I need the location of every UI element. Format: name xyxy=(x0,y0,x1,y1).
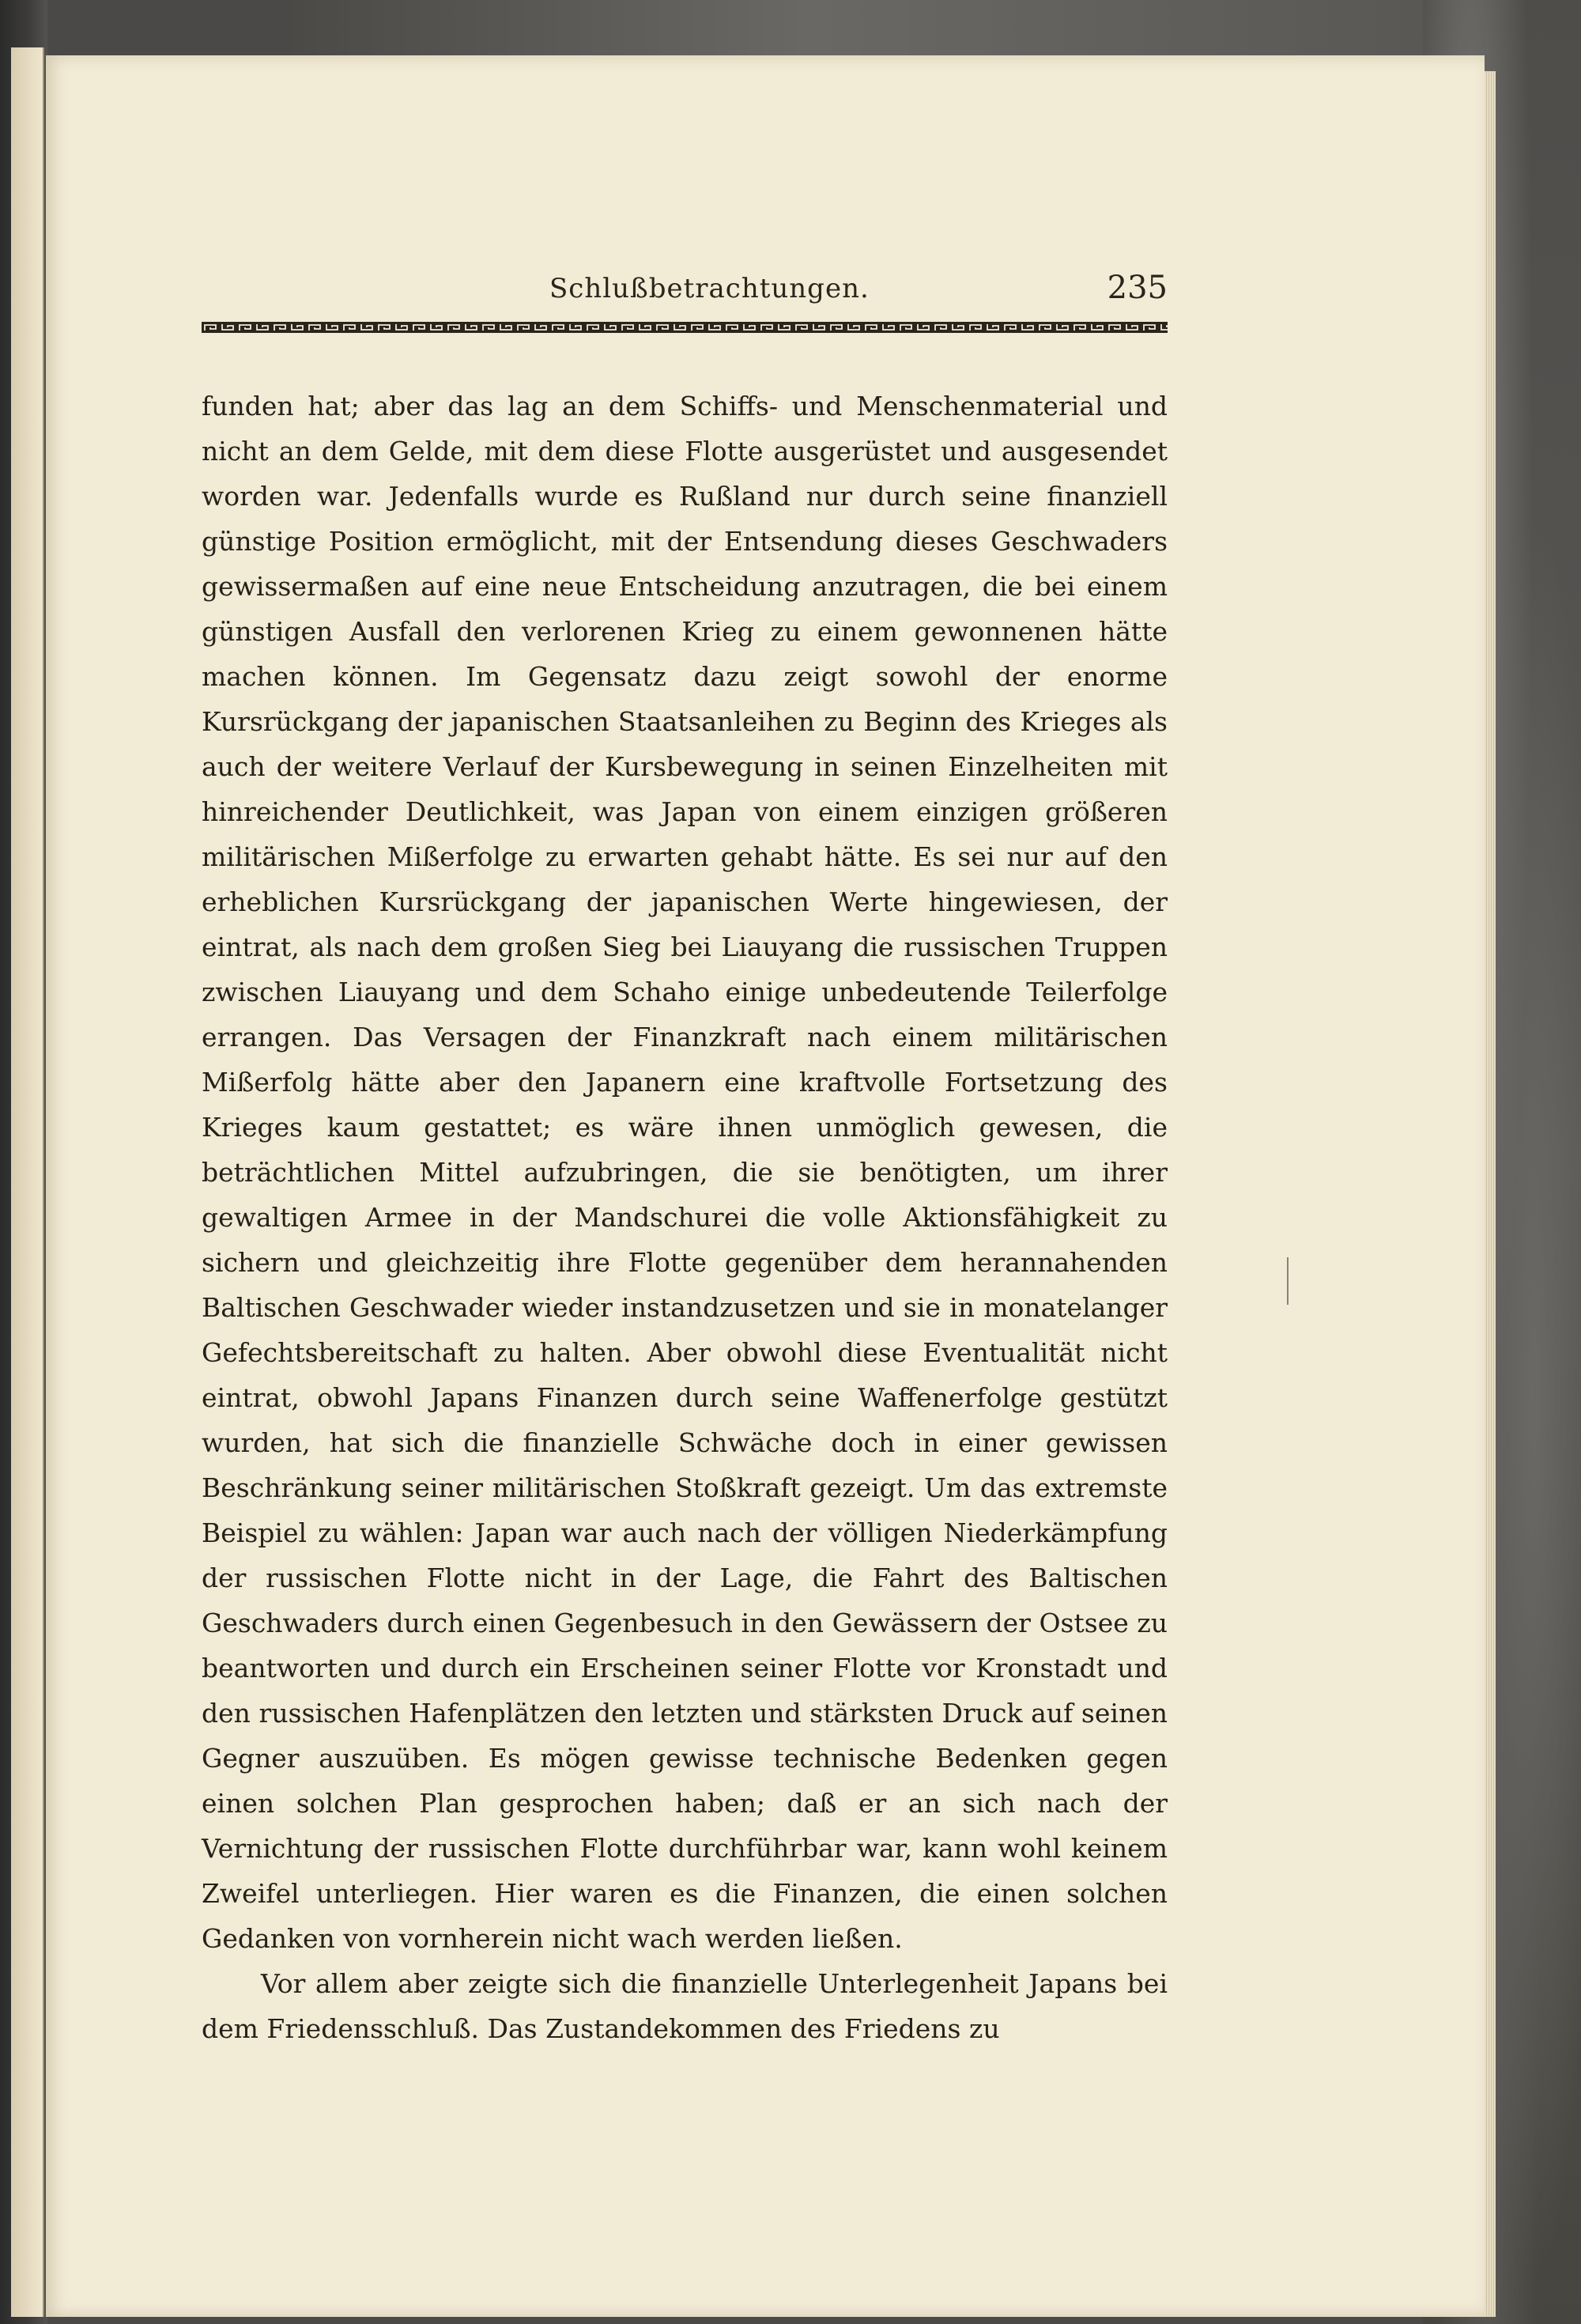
margin-pencil-mark xyxy=(1287,1257,1289,1305)
body-text xyxy=(202,384,1168,2051)
page-number: 235 xyxy=(1107,270,1168,306)
marbled-board-top xyxy=(292,0,1581,63)
page-stack-edges xyxy=(1485,71,1496,2317)
running-head: Schlußbetrachtungen. xyxy=(549,273,870,304)
previous-page-edge xyxy=(11,47,44,2317)
ornamental-rule xyxy=(202,322,1168,333)
paragraph: Vor allem aber zeigte sich die finanzielle Unterlegenheit Japans bei dem Friedensschluß. Das Zustandekommen des Friedens zu xyxy=(202,1968,1168,2044)
paragraph: funden hat; aber das lag an dem Schiffs- und Menschenmaterial und nicht an dem Gelde, mit dem diese Flotte ausgerüstet und ausgesendet worden war. Jedenfalls wurde es Rußland nur durch seine finanziell günstige Position ermöglicht, mit der Entsendung dieses Geschwaders gewissermaßen auf eine neue Entscheidung anzutragen, die bei einem günstigen Ausfall den verlorenen Krieg zu einem gewonnenen hätte machen können. Im Gegensatz dazu zeigt sowohl der enorme Kursrückgang der japanischen Staatsanleihen zu Beginn des Krieges als auch der weitere Verlauf der Kursbewegung in seinen Einzelheiten mit hinreichender Deutlichkeit, was Japan von einem einzigen größeren militärischen Mißerfolge zu erwarten gehabt hätte. Es sei nur auf den erheblichen Kursrückgang der japanischen Werte hingewiesen, der eintrat, als nach dem großen Sieg bei Liauyang die russischen Truppen zwischen Liauyang und dem Schaho einige unbedeutende Teilerfolge errangen. Das Versagen der Finanzkraft nach einem militärischen Mißerfolg hätte aber den Japanern eine kraftvolle Fortsetzung des Krieges kaum gestattet; es wäre ihnen unmöglich gewesen, die beträchtlichen Mittel aufzubringen, die sie benötigten, um ihrer gewaltigen Armee in der Mandschurei die volle Aktionsfähigkeit zu sichern und gleichzeitig ihre Flotte gegenüber dem herannahenden Baltischen Geschwader wieder instandzusetzen und sie in monatelanger Gefechtsbereitschaft zu halten. Aber obwohl diese Eventualität nicht eintrat, obwohl Japans Finanzen durch seine Waffenerfolge gestützt wurden, hat sich die finanzielle Schwäche doch in einer gewissen Beschränkung seiner militärischen Stoßkraft gezeigt. Um das extremste Beispiel zu wählen: Japan war auch nach der völligen Niederkämpfung der russischen Flotte nicht in der Lage, die Fahrt des Baltischen Geschwaders durch einen Gegenbesuch in den Gewässern der Ostsee zu beantworten und durch ein Erscheinen seiner Flotte vor Kronstadt und den russischen Hafenplätzen den letzten und stärksten Druck auf seinen Gegner auszuüben. Es mögen gewisse technische Bedenken gegen einen solchen Plan gesprochen haben; daß er an sich nach der Vernichtung der russischen Flotte durchführbar war, kann wohl keinem Zweifel unterliegen. Hier waren es die Finanzen, die einen solchen Gedanken von vornherein nicht wach werden ließen. xyxy=(202,391,1168,1954)
page-header xyxy=(202,270,1168,320)
